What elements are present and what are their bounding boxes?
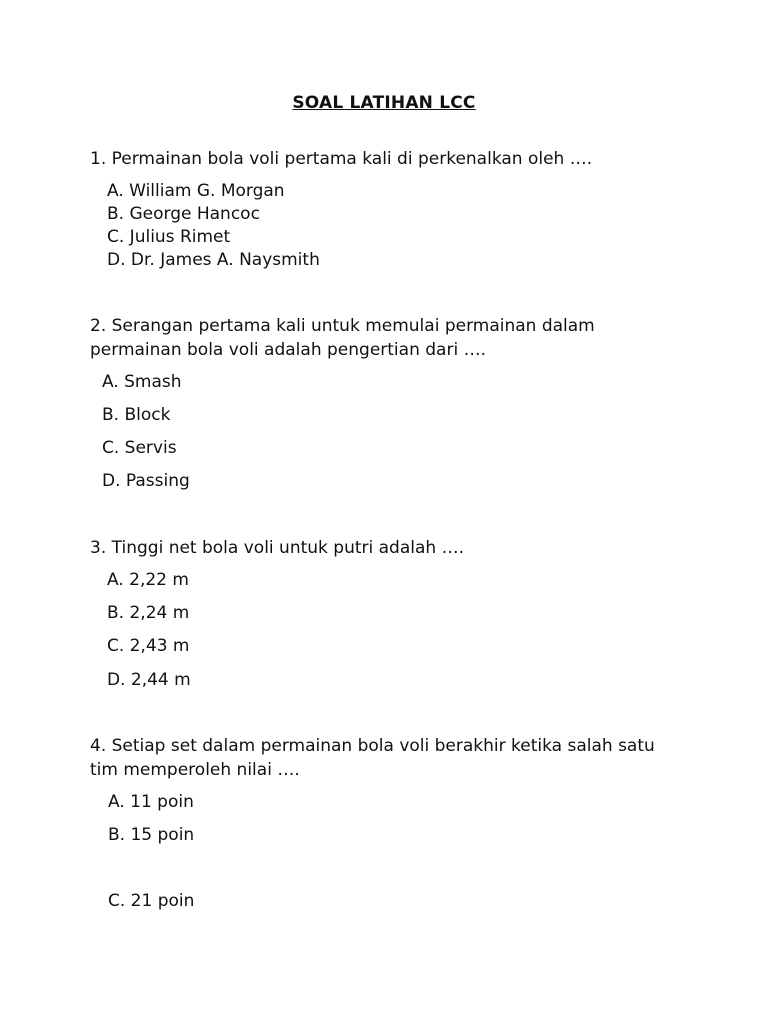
question-2-option-b: B. Block (102, 405, 171, 425)
question-3-option-b: B. 2,24 m (107, 603, 190, 623)
question-3-option-c: C. 2,43 m (107, 636, 190, 656)
question-4-text-line-2: tim memperoleh nilai …. (90, 760, 300, 780)
question-1-option-d: D. Dr. James A. Naysmith (107, 250, 320, 270)
question-2-option-d: D. Passing (102, 471, 190, 491)
question-1-option-c: C. Julius Rimet (107, 227, 231, 247)
question-4-option-a: A. 11 poin (108, 792, 194, 812)
question-2-text-line-2: permainan bola voli adalah pengertian dari …. (90, 340, 486, 360)
question-2-text-line-1: 2. Serangan pertama kali untuk memulai permainan dalam (90, 316, 595, 336)
question-3-option-a: A. 2,22 m (107, 570, 189, 590)
question-1-option-b: B. George Hancoc (107, 204, 260, 224)
question-2-option-a: A. Smash (102, 372, 182, 392)
question-1-option-a: A. William G. Morgan (107, 181, 285, 201)
question-4-option-b: B. 15 poin (108, 825, 195, 845)
question-1-text: 1. Permainan bola voli pertama kali di perkenalkan oleh …. (90, 149, 593, 169)
question-4-option-c: C. 21 poin (108, 891, 195, 911)
question-3-text: 3. Tinggi net bola voli untuk putri adalah …. (90, 538, 464, 558)
document-title: SOAL LATIHAN LCC (292, 93, 476, 113)
question-2-option-c: C. Servis (102, 438, 177, 458)
question-3-option-d: D. 2,44 m (107, 670, 191, 690)
question-4-text-line-1: 4. Setiap set dalam permainan bola voli berakhir ketika salah satu (90, 736, 655, 756)
